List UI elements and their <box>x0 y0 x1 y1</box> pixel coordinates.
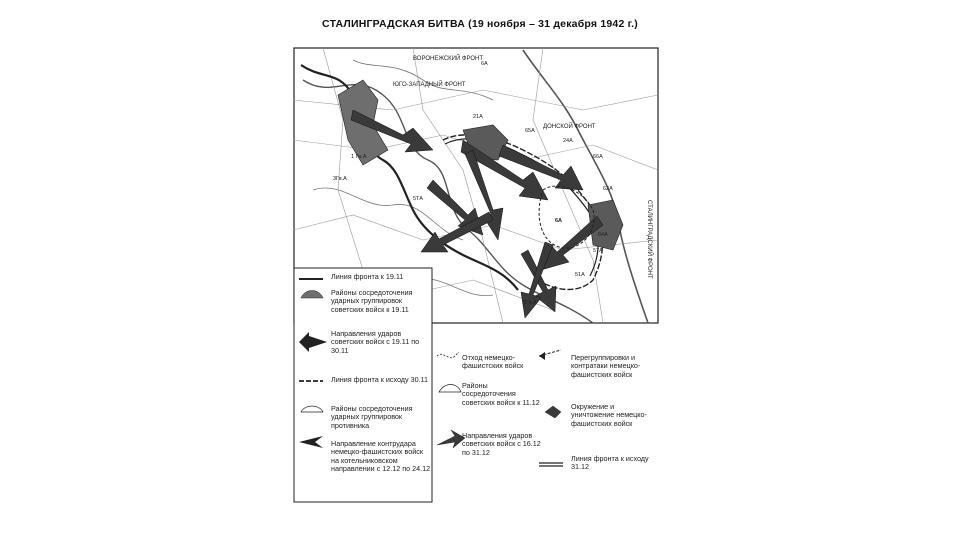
label-don-front: ДОНСКОЙ ФРОНТ <box>543 124 596 130</box>
label-army: 2Гв.А <box>523 300 537 306</box>
legend-soviet-strikes-16: Направления ударов советских войск с 16.12 по 31.12 <box>462 431 541 457</box>
legend-icon-soviet-area-11 <box>439 385 461 393</box>
legend-regrouping: Перегруппировки и контратаки немецко-фашистских войск <box>571 353 641 379</box>
legend-front-19: Линия фронта к 19.11 <box>331 272 404 281</box>
legend-soviet-concentration-11: Районы сосредоточения советских войск к 11.12 <box>462 381 540 407</box>
label-voronezh-front: ВОРОНЕЖСКИЙ ФРОНТ <box>413 56 484 62</box>
label-army: 24А <box>563 138 573 144</box>
label-army: 66А <box>593 154 603 160</box>
legend-soviet-strikes: Направления ударов советских войск с 19.11 по 30.11 <box>331 329 420 355</box>
legend-icon-soviet-strike-16 <box>437 430 465 448</box>
legend-front-30: Линия фронта к исходу 30.11 <box>331 375 429 384</box>
label-army: 6А <box>555 218 563 224</box>
label-southwest-front: ЮГО-ЗАПАДНЫЙ ФРОНТ <box>393 82 466 88</box>
map-title: СТАЛИНГРАДСКАЯ БИТВА (19 ноября – 31 декабря 1942 г.) <box>322 18 638 30</box>
legend-icon-encirclement <box>545 406 561 418</box>
label-army: 3Гв.А <box>333 176 347 182</box>
label-army: 62А <box>603 186 613 192</box>
label-army: 64А <box>598 232 608 238</box>
label-army: 65А <box>525 128 535 134</box>
label-army: 51А <box>575 272 585 278</box>
label-army: 5ТА <box>413 196 423 202</box>
legend-icon-retreat <box>437 352 459 358</box>
legend-soviet-concentration: Районы сосредоточения ударных группировок советских войск к 19.11 <box>331 288 413 314</box>
legend-german-retreat: Отход немецко-фашистских войск <box>462 353 524 371</box>
legend-front-31: Линия фронта к исходу 31.12 <box>571 454 649 472</box>
legend-enemy-counterstrike: Направление контрудара немецко-фашистских войск на котельниковском направлении с 12.12 по 24.12 <box>331 439 431 474</box>
label-army: 21А <box>473 114 483 120</box>
label-army: 6А <box>481 61 488 67</box>
label-stalingrad-front: СТАЛИНГРАДСКИЙ ФРОНТ <box>646 200 652 279</box>
legend-encirclement: Окружение и уничтожение немецко-фашистских войск <box>571 402 647 428</box>
label-army: 57А <box>593 248 603 254</box>
legend-enemy-concentration: Районы сосредоточения ударных группировок противника <box>331 404 413 430</box>
label-army: 1 Гв.А <box>351 154 367 160</box>
